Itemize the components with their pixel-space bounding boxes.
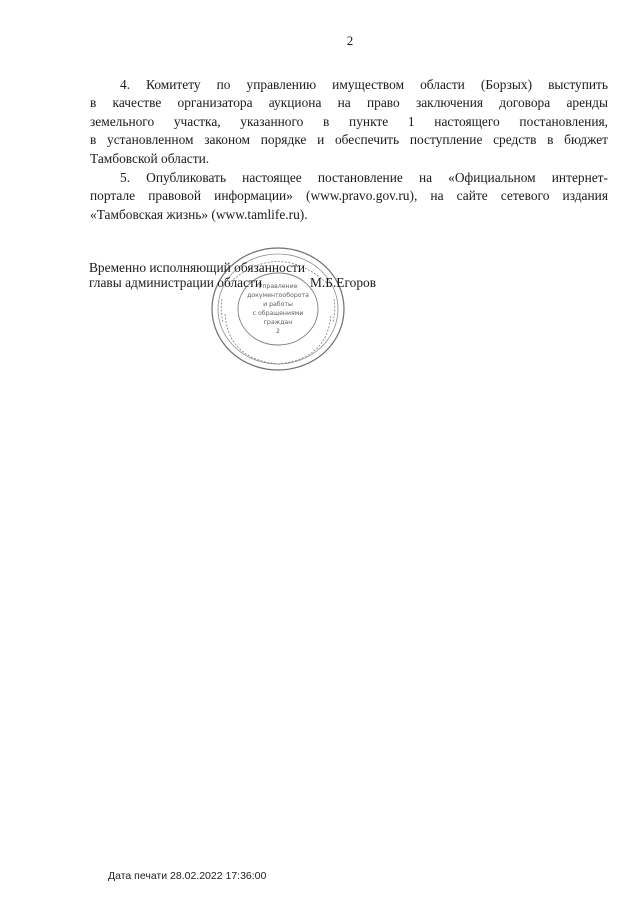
stamp-text: документооборота [247,292,309,299]
page-number: 2 [346,33,354,48]
paragraph-line: в качестве организатора аукциона на право заключения договора аренды [90,95,608,111]
print-date: Дата печати 28.02.2022 17:36:00 [108,870,267,882]
stamp-text: с обращениями [252,310,304,317]
paragraph-line: 5. Опубликовать настоящее постановление на «Официальном интернет- [120,170,608,185]
paragraph-5 [90,169,608,224]
stamp-text: 2 [276,328,280,335]
paragraph-line: «Тамбовская жизнь» (www.tamlife.ru). [90,206,308,222]
signatory-title-line-2: главы администрации области [89,275,263,290]
signatory-name: М.Б.Егоров [310,275,377,290]
stamp-text: Управление [258,283,298,290]
signatory-title-line-1: Временно исполняющий обязанности [89,260,306,275]
paragraph-line: 4. Комитету по управлению имуществом области (Борзых) выступить [120,77,608,92]
stamp-text: граждан [263,319,293,326]
paragraph-line: земельного участка, указанного в пункте 1 настоящего постановления, [90,113,608,129]
paragraph-line: Тамбовской области. [90,150,210,166]
stamp-text: и работы [263,301,293,308]
paragraph-4 [90,76,608,168]
paragraph-line: портале правовой информации» (www.pravo.gov.ru), на сайте сетевого издания [90,188,608,204]
paragraph-line: в установленном законом порядке и обеспечить поступление средств в бюджет [90,132,608,148]
